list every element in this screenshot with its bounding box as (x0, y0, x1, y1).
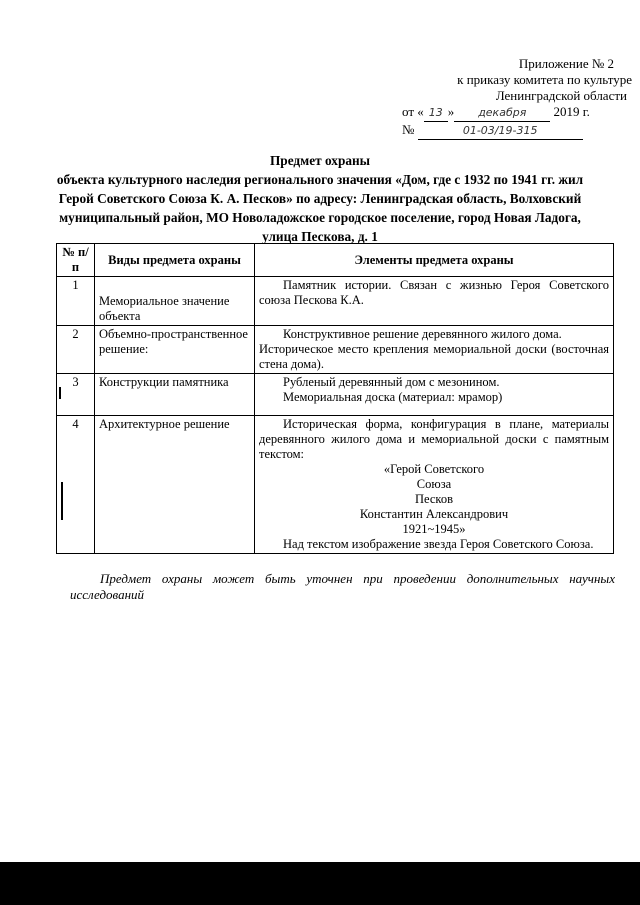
plaque-line: «Герой Советского (383, 462, 485, 476)
protection-table (56, 243, 614, 554)
header-elements: Элементы предмета охраны (255, 244, 614, 277)
plaque-line: Союза (416, 477, 452, 491)
appendix-number-line: № 01-03/19-315 (402, 122, 632, 140)
table-row: 2 Объемно-пространственное решение: Конструктивное решение деревянного жилого дома. Историческое место крепления мемориальной доски (восточная стена дома). (57, 326, 614, 374)
table-header-row (57, 244, 614, 277)
plaque-line: Константин Александрович (359, 507, 509, 521)
appendix-block (402, 56, 632, 140)
header-num: № п/п (57, 244, 95, 277)
appendix-line-3: Ленинградской области (495, 88, 627, 103)
scan-border (0, 862, 640, 905)
header-type: Виды предмета охраны (95, 244, 255, 277)
title-main: Предмет охраны (269, 153, 371, 168)
order-number: 01-03/19-315 (418, 123, 583, 140)
appendix-line-2: к приказу комитета по культуре (457, 72, 632, 87)
appendix-line-1: Приложение № 2 (518, 56, 614, 71)
scan-artifact (59, 387, 61, 399)
table-row: 3 Конструкции памятника Рубленый деревянный дом с мезонином. Мемориальная доска (материал: мрамор) (57, 374, 614, 416)
title-object: объекта культурного наследия регионального значения «Дом, где с 1932 по 1941 гг. жил Герой Советского Союза К. А. Песков» по адресу: Ленинградская область, Волховский муниципальный район, МО Новоладожское городское поселение, город Новая Ладога, улица Пескова, д. 1 (56, 172, 584, 244)
date-month: декабря (454, 105, 550, 122)
plaque-line: 1921~1945» (402, 522, 466, 536)
date-year: 2019 г. (553, 104, 590, 119)
plaque-line: Песков (414, 492, 454, 506)
footnote: Предмет охраны может быть уточнен при проведении дополнительных научных исследований (70, 571, 615, 602)
appendix-date-line: от « 13 » декабря 2019 г. (402, 104, 632, 122)
date-day: 13 (424, 105, 448, 122)
scan-artifact (61, 482, 63, 520)
document-title (45, 151, 595, 246)
table-row: 1 Мемориальное значение объекта Памятник истории. Связан с жизнью Героя Советского союза Пескова К.А. (57, 277, 614, 326)
table-row: 4 Архитектурное решение Историческая форма, конфигурация в плане, материалы деревянного жилого дома и мемориальной доски с памятным текстом: «Герой Советского Союза Песков Константин Александрович 1921~1945» Над текстом изображение звезда Героя Советского Союза. (57, 416, 614, 554)
